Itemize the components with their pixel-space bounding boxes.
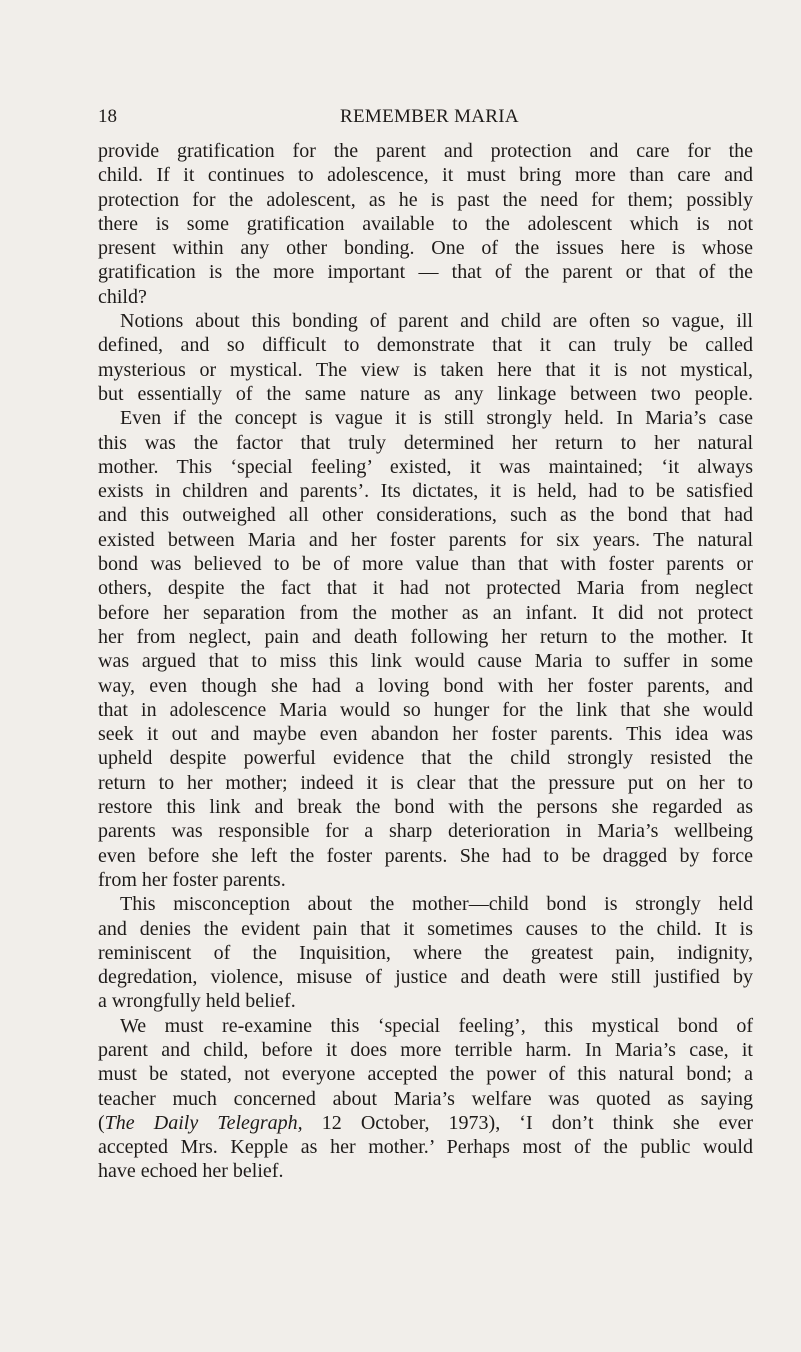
- text-line: mother. This ‘special feeling’ existed, it was maintained; ‘it always: [98, 455, 753, 478]
- body-text: [98, 139, 753, 1184]
- text-line: degredation, violence, misuse of justice and death were still justified by: [98, 966, 753, 989]
- text-line: parents was responsible for a sharp deterioration in Maria’s wellbeing: [98, 820, 753, 843]
- text-line: parent and child, before it does more terrible harm. In Maria’s case, it: [98, 1038, 753, 1061]
- text-line: from her foster parents.: [98, 868, 286, 891]
- text-line: reminiscent of the Inquisition, where the greatest pain, indignity,: [98, 941, 753, 964]
- text-line: even before she left the foster parents. She had to be dragged by force: [98, 844, 753, 867]
- text-line: way, even though she had a loving bond with her foster parents, and: [98, 674, 753, 697]
- text-line: before her separation from the mother as an infant. It did not protect: [98, 601, 753, 624]
- paragraph-first-line: We must re-examine this ‘special feeling’, this mystical bond of: [120, 1014, 753, 1037]
- text-line: provide gratification for the parent and protection and care for the: [98, 140, 753, 162]
- text-line: others, despite the fact that it had not protected Maria from neglect: [98, 577, 753, 600]
- text-line: child?: [98, 285, 147, 308]
- page-number: 18: [98, 106, 117, 127]
- paragraph-first-line: Notions about this bonding of parent and child are often so vague, ill: [120, 310, 753, 333]
- text-line: restore this link and break the bond with the persons she regarded as: [98, 796, 753, 819]
- paragraph-first-line: This misconception about the mother—child bond is strongly held: [120, 893, 753, 916]
- citation-rest: 12 October, 1973), ‘I don’t think she ever: [302, 1111, 753, 1134]
- text-line: return to her mother; indeed it is clear that the pressure put on her to: [98, 771, 753, 794]
- text-line: have echoed her belief.: [98, 1160, 284, 1183]
- running-title: REMEMBER MARIA: [340, 106, 519, 127]
- text-line: mysterious or mystical. The view is taken here that it is not mystical,: [98, 358, 753, 381]
- text-line: this was the factor that truly determined her return to her natural: [98, 431, 753, 454]
- text-line: but essentially of the same nature as any linkage between two people.: [98, 382, 753, 405]
- text-line: must be stated, not everyone accepted the power of this natural bond; a: [98, 1063, 753, 1086]
- text-line: and this outweighed all other considerations, such as the bond that had: [98, 504, 753, 527]
- text-line: a wrongfully held belief.: [98, 990, 296, 1013]
- text-line: and denies the evident pain that it sometimes causes to the child. It is: [98, 917, 753, 940]
- text-line: there is some gratification available to the adolescent which is not: [98, 212, 753, 235]
- text-line: exists in children and parents’. Its dictates, it is held, had to be satisfied: [98, 480, 753, 503]
- text-line: bond was believed to be of more value than that with foster parents or: [98, 553, 753, 576]
- citation-source: The Daily Telegraph,: [104, 1111, 303, 1134]
- text-line: teacher much concerned about Maria’s welfare was quoted as saying: [98, 1087, 753, 1110]
- text-line: protection for the adolescent, as he is past the need for them; possibly: [98, 188, 753, 211]
- text-line: accepted Mrs. Kepple as her mother.’ Perhaps most of the public would: [98, 1136, 753, 1159]
- citation-open-paren: (: [98, 1111, 105, 1134]
- citation-line: [98, 1111, 753, 1135]
- text-line: present within any other bonding. One of the issues here is whose: [98, 237, 753, 260]
- text-line: seek it out and maybe even abandon her foster parents. This idea was: [98, 723, 753, 746]
- text-line: existed between Maria and her foster parents for six years. The natural: [98, 528, 753, 551]
- text-line: was argued that to miss this link would cause Maria to suffer in some: [98, 650, 753, 673]
- text-line: gratification is the more important — that of the parent or that of the: [98, 261, 753, 284]
- text-line: Even if the concept is vague it is still strongly held. In Maria’s case: [120, 407, 753, 430]
- text-line: upheld despite powerful evidence that the child strongly resisted the: [98, 747, 753, 770]
- text-line: her from neglect, pain and death following her return to the mother. It: [98, 625, 753, 648]
- running-head: [98, 104, 753, 130]
- text-line: that in adolescence Maria would so hunger for the link that she would: [98, 698, 753, 721]
- text-line: child. If it continues to adolescence, it must bring more than care and: [98, 164, 753, 187]
- text-line: defined, and so difficult to demonstrate that it can truly be called: [98, 334, 753, 357]
